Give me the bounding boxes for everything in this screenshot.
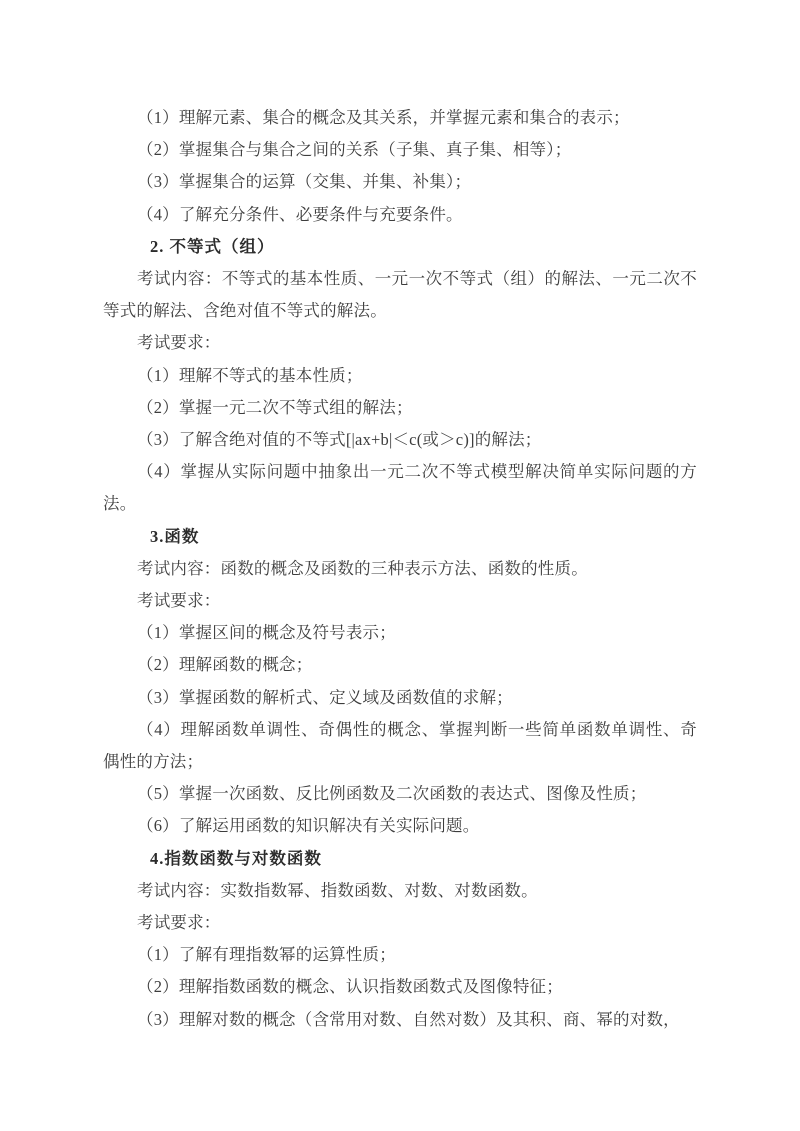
text-line: 法。	[103, 494, 137, 514]
text-line: 考试要求：	[137, 333, 221, 353]
text-line: （2）理解函数的概念；	[137, 655, 313, 675]
text-line: 考试内容：函数的概念及函数的三种表示方法、函数的性质。	[137, 558, 588, 578]
text-line: （1）了解有理指数幂的运算性质；	[137, 945, 396, 965]
text-line: （4）理解函数单调性、奇偶性的概念、掌握判断一些简单函数单调性、奇	[137, 719, 697, 739]
text-line: （2）掌握一元二次不等式组的解法；	[137, 397, 413, 417]
text-line: （4）了解充分条件、必要条件与充要条件。	[137, 204, 463, 224]
text-line: （3）掌握集合的运算（交集、并集、补集）；	[137, 172, 472, 192]
text-line: （6）了解运用函数的知识解决有关实际问题。	[137, 816, 480, 836]
text-line: 考试要求：	[137, 913, 221, 933]
text-line: （3）理解对数的概念（含常用对数、自然对数）及其积、商、幂的对数，	[137, 1009, 680, 1029]
text-line: （4）掌握从实际问题中抽象出一元二次不等式模型解决简单实际问题的方	[137, 462, 697, 482]
text-line: （5）掌握一次函数、反比例函数及二次函数的表达式、图像及性质；	[137, 784, 647, 804]
text-line: （1）理解元素、集合的概念及其关系，并掌握元素和集合的表示；	[137, 108, 630, 127]
text-line: （1）掌握区间的概念及符号表示；	[137, 623, 396, 643]
text-line: （2）掌握集合与集合之间的关系（子集、真子集、相等）；	[137, 140, 572, 160]
section-heading: 2. 不等式（组）	[150, 236, 275, 256]
section-heading: 3.函数	[150, 526, 200, 546]
text-line: （3）了解含绝对值的不等式[|ax+b|＜c(或＞c)]的解法；	[137, 430, 542, 450]
text-line: 考试内容：实数指数幂、指数函数、对数、对数函数。	[137, 880, 538, 900]
text-line: （2）理解指数函数的概念、认识指数函数式及图像特征；	[137, 977, 563, 997]
text-line: （1）理解不等式的基本性质；	[137, 365, 363, 385]
text-line: 考试要求：	[137, 591, 221, 611]
text-line: （3）掌握函数的解析式、定义域及函数值的求解；	[137, 687, 513, 707]
text-line: 考试内容：不等式的基本性质、一元一次不等式（组）的解法、一元二次不	[137, 269, 697, 289]
text-line: 等式的解法、含绝对值不等式的解法。	[103, 301, 387, 321]
document-text-block	[103, 102, 697, 1036]
text-line: 偶性的方法；	[103, 752, 204, 772]
section-heading: 4.指数函数与对数函数	[150, 848, 322, 868]
